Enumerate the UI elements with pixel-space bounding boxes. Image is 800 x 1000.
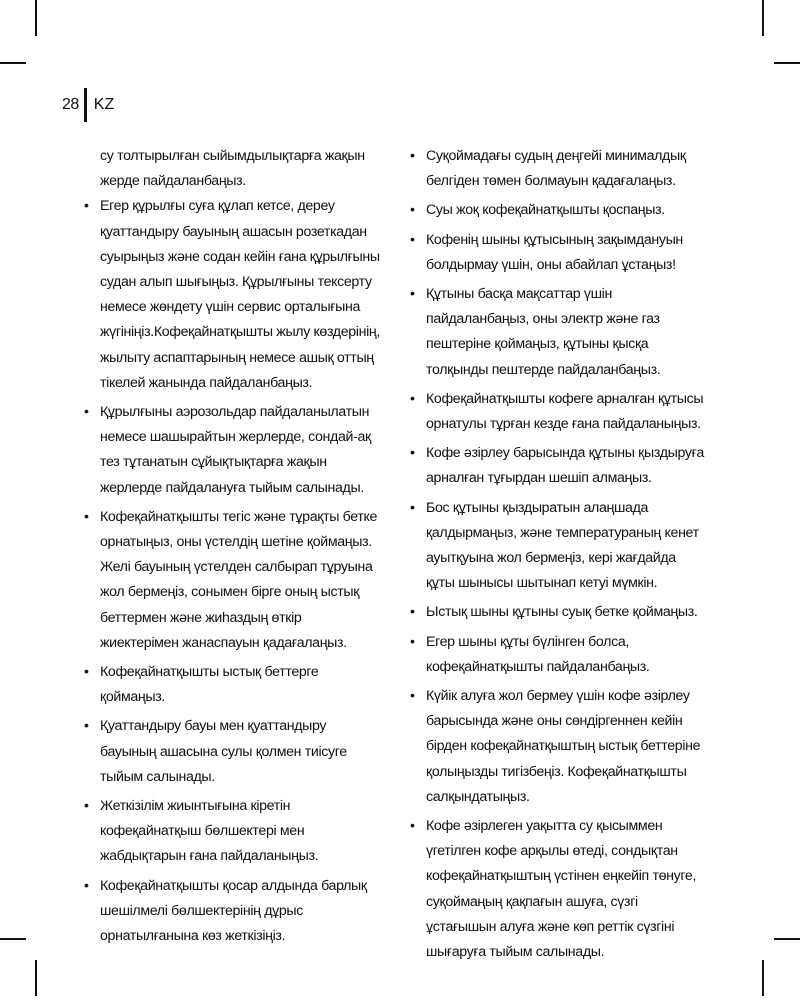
- list-item: [82, 794, 382, 870]
- crop-mark: [774, 938, 800, 940]
- bullet-icon: •: [410, 390, 415, 407]
- list-item: [408, 228, 708, 278]
- bullet-icon: •: [410, 445, 415, 462]
- list-item: [408, 198, 708, 223]
- list-item: [82, 660, 382, 710]
- crop-mark: [35, 0, 37, 36]
- bullet-icon: •: [410, 818, 415, 835]
- page-header: [62, 90, 114, 120]
- bullet-icon: •: [410, 286, 415, 303]
- language-code: KZ: [93, 96, 115, 113]
- list-item: [408, 630, 708, 680]
- list-item-text: Кофе әзірлеген уақытта су қысыммен үгетілген кофе арқылы өтеді, сондықтан кофеқайнатқыштың үстінен еңкейіп төнуге, суқоймаңың қақпағын ашуға, сүзгі ұстағышын алуға және көп реттік сүзгіні шығаруға тыйым салынады.: [426, 818, 697, 961]
- list-item: [408, 600, 708, 625]
- bullet-icon: •: [84, 198, 89, 215]
- crop-mark: [762, 0, 764, 36]
- right-bullet-list: [408, 144, 708, 965]
- list-item-text: Егер құрылғы суға құлап кетсе, дереу қуаттандыру бауының ашасын розеткадан суырыңыз және содан кейін ғана құрылғыны судан алып шығыңыз. Құрылғыны тексерту немесе жөндету үшін сервис орталығына жүгініңіз.Кофеқайнатқышты жылу көздерінің, жылыту аспаптарының немесе ашық оттың тікелей жанында пайдаланбаңыз.: [100, 198, 380, 391]
- list-item-text: Суы жоқ кофеқайнатқышты қоспаңыз.: [426, 202, 665, 219]
- list-item-text: Күйік алуға жол бермеу үшін кофе әзірлеу барысында және оны сөндіргеннен кейін бірден кофеқайнатқыштың ыстық беттеріне қолыңызды тигізбеңіз. Кофеқайнатқышты салқындатыңыз.: [426, 688, 701, 805]
- list-item: [408, 144, 708, 194]
- bullet-icon: •: [410, 231, 415, 248]
- list-item: [82, 714, 382, 790]
- left-column: [82, 144, 382, 953]
- list-item-text: Ыстық шыны құтыны суық бетке қоймаңыз.: [426, 604, 698, 621]
- list-item: [82, 874, 382, 950]
- list-item: [408, 496, 708, 597]
- bullet-icon: •: [84, 877, 89, 894]
- list-item: [408, 441, 708, 491]
- list-item-text: Кофенің шыны құтысының зақымдануын болдырмау үшін, оны абайлап ұстаңыз!: [426, 231, 683, 273]
- bullet-icon: •: [84, 718, 89, 735]
- header-divider: [84, 88, 87, 122]
- crop-mark: [774, 62, 800, 64]
- list-item-text: Қуаттандыру бауы мен қуаттандыру бауының ашасына сулы қолмен тиісуге тыйым салынады.: [100, 718, 347, 785]
- list-item: [82, 400, 382, 501]
- list-item-text: Суқоймадағы судың деңгейі минималдық белгіден төмен болмауын қадағалаңыз.: [426, 148, 686, 190]
- continued-paragraph: су толтырылған сыйымдылықтарға жақын жерде пайдаланбаңыз.: [100, 148, 365, 190]
- list-item: [408, 387, 708, 437]
- bullet-icon: •: [84, 508, 89, 525]
- list-item: [408, 814, 708, 965]
- right-column: [408, 144, 708, 969]
- bullet-icon: •: [410, 688, 415, 705]
- list-item-text: Кофеқайнатқышты ыстық беттерге қоймаңыз.: [100, 664, 319, 706]
- list-item: [82, 194, 382, 396]
- list-item-text: Құрылғыны аэрозольдар пайдаланылатын немесе шашырайтын жерлерде, сондай-ақ тез тұтанатын сұйықтықтарға жақын жерлерде пайдалануға тыйым салынады.: [100, 404, 371, 496]
- left-bullet-list: [82, 194, 382, 949]
- list-item-text: Бос құтыны қыздыратын алаңшада қалдырмаңыз, және температураның кенет ауытқуына жол бермеңіз, кері жағдайда құты шынысы шытынап кетуі мүмкін.: [426, 499, 699, 592]
- list-item-text: Егер шыны құты бүлінген болса, кофеқайнатқышты пайдаланбаңыз.: [426, 633, 650, 675]
- list-item-text: Құтыны басқа мақсаттар үшін пайдаланбаңыз, оны электр және газ пештеріне қоймаңыз, құтыны қысқа толқынды пештерде пайдаланбаңыз.: [426, 286, 661, 378]
- list-item-text: Кофеқайнатқышты қосар алдында барлық шешілмелі бөлшектерінің дұрыс орнатылғанына көз жеткізіңіз.: [100, 877, 367, 945]
- list-item-text: Кофе әзірлеу барысында құтыны қыздыруға арналған тұғырдан шешіп алмаңыз.: [426, 445, 704, 487]
- bullet-icon: •: [410, 499, 415, 516]
- bullet-icon: •: [410, 202, 415, 219]
- bullet-icon: •: [84, 404, 89, 421]
- list-item: [408, 684, 708, 810]
- list-item-text: Кофеқайнатқышты кофеге арналған құтысы орнатулы тұрған кезде ғана пайдаланыңыз.: [426, 390, 704, 433]
- bullet-icon: •: [410, 604, 415, 621]
- crop-mark: [762, 960, 764, 996]
- list-item: [408, 282, 708, 383]
- bullet-icon: •: [84, 798, 89, 815]
- list-item-text: Кофеқайнатқышты тегіс және тұрақты бетке орнатыңыз, оны үстелдің шетіне қоймаңыз. Желі бауының үстелден салбырап тұруына жол бермеңіз, сонымен бірге оның ыстық беттермен және жиһаздың өткір жиектерімен жанаспауын қадағалаңыз.: [100, 508, 378, 651]
- crop-mark: [0, 62, 26, 64]
- page-number: 28: [62, 96, 79, 113]
- list-item: [82, 505, 382, 656]
- bullet-icon: •: [84, 664, 89, 681]
- bullet-icon: •: [410, 148, 415, 164]
- bullet-icon: •: [410, 633, 415, 650]
- crop-mark: [0, 938, 26, 940]
- list-item-text: Жеткізілім жиынтығына кіретін кофеқайнатқыш бөлшектері мен жабдықтарын ғана пайдаланыңыз.: [100, 798, 319, 865]
- crop-mark: [35, 960, 37, 996]
